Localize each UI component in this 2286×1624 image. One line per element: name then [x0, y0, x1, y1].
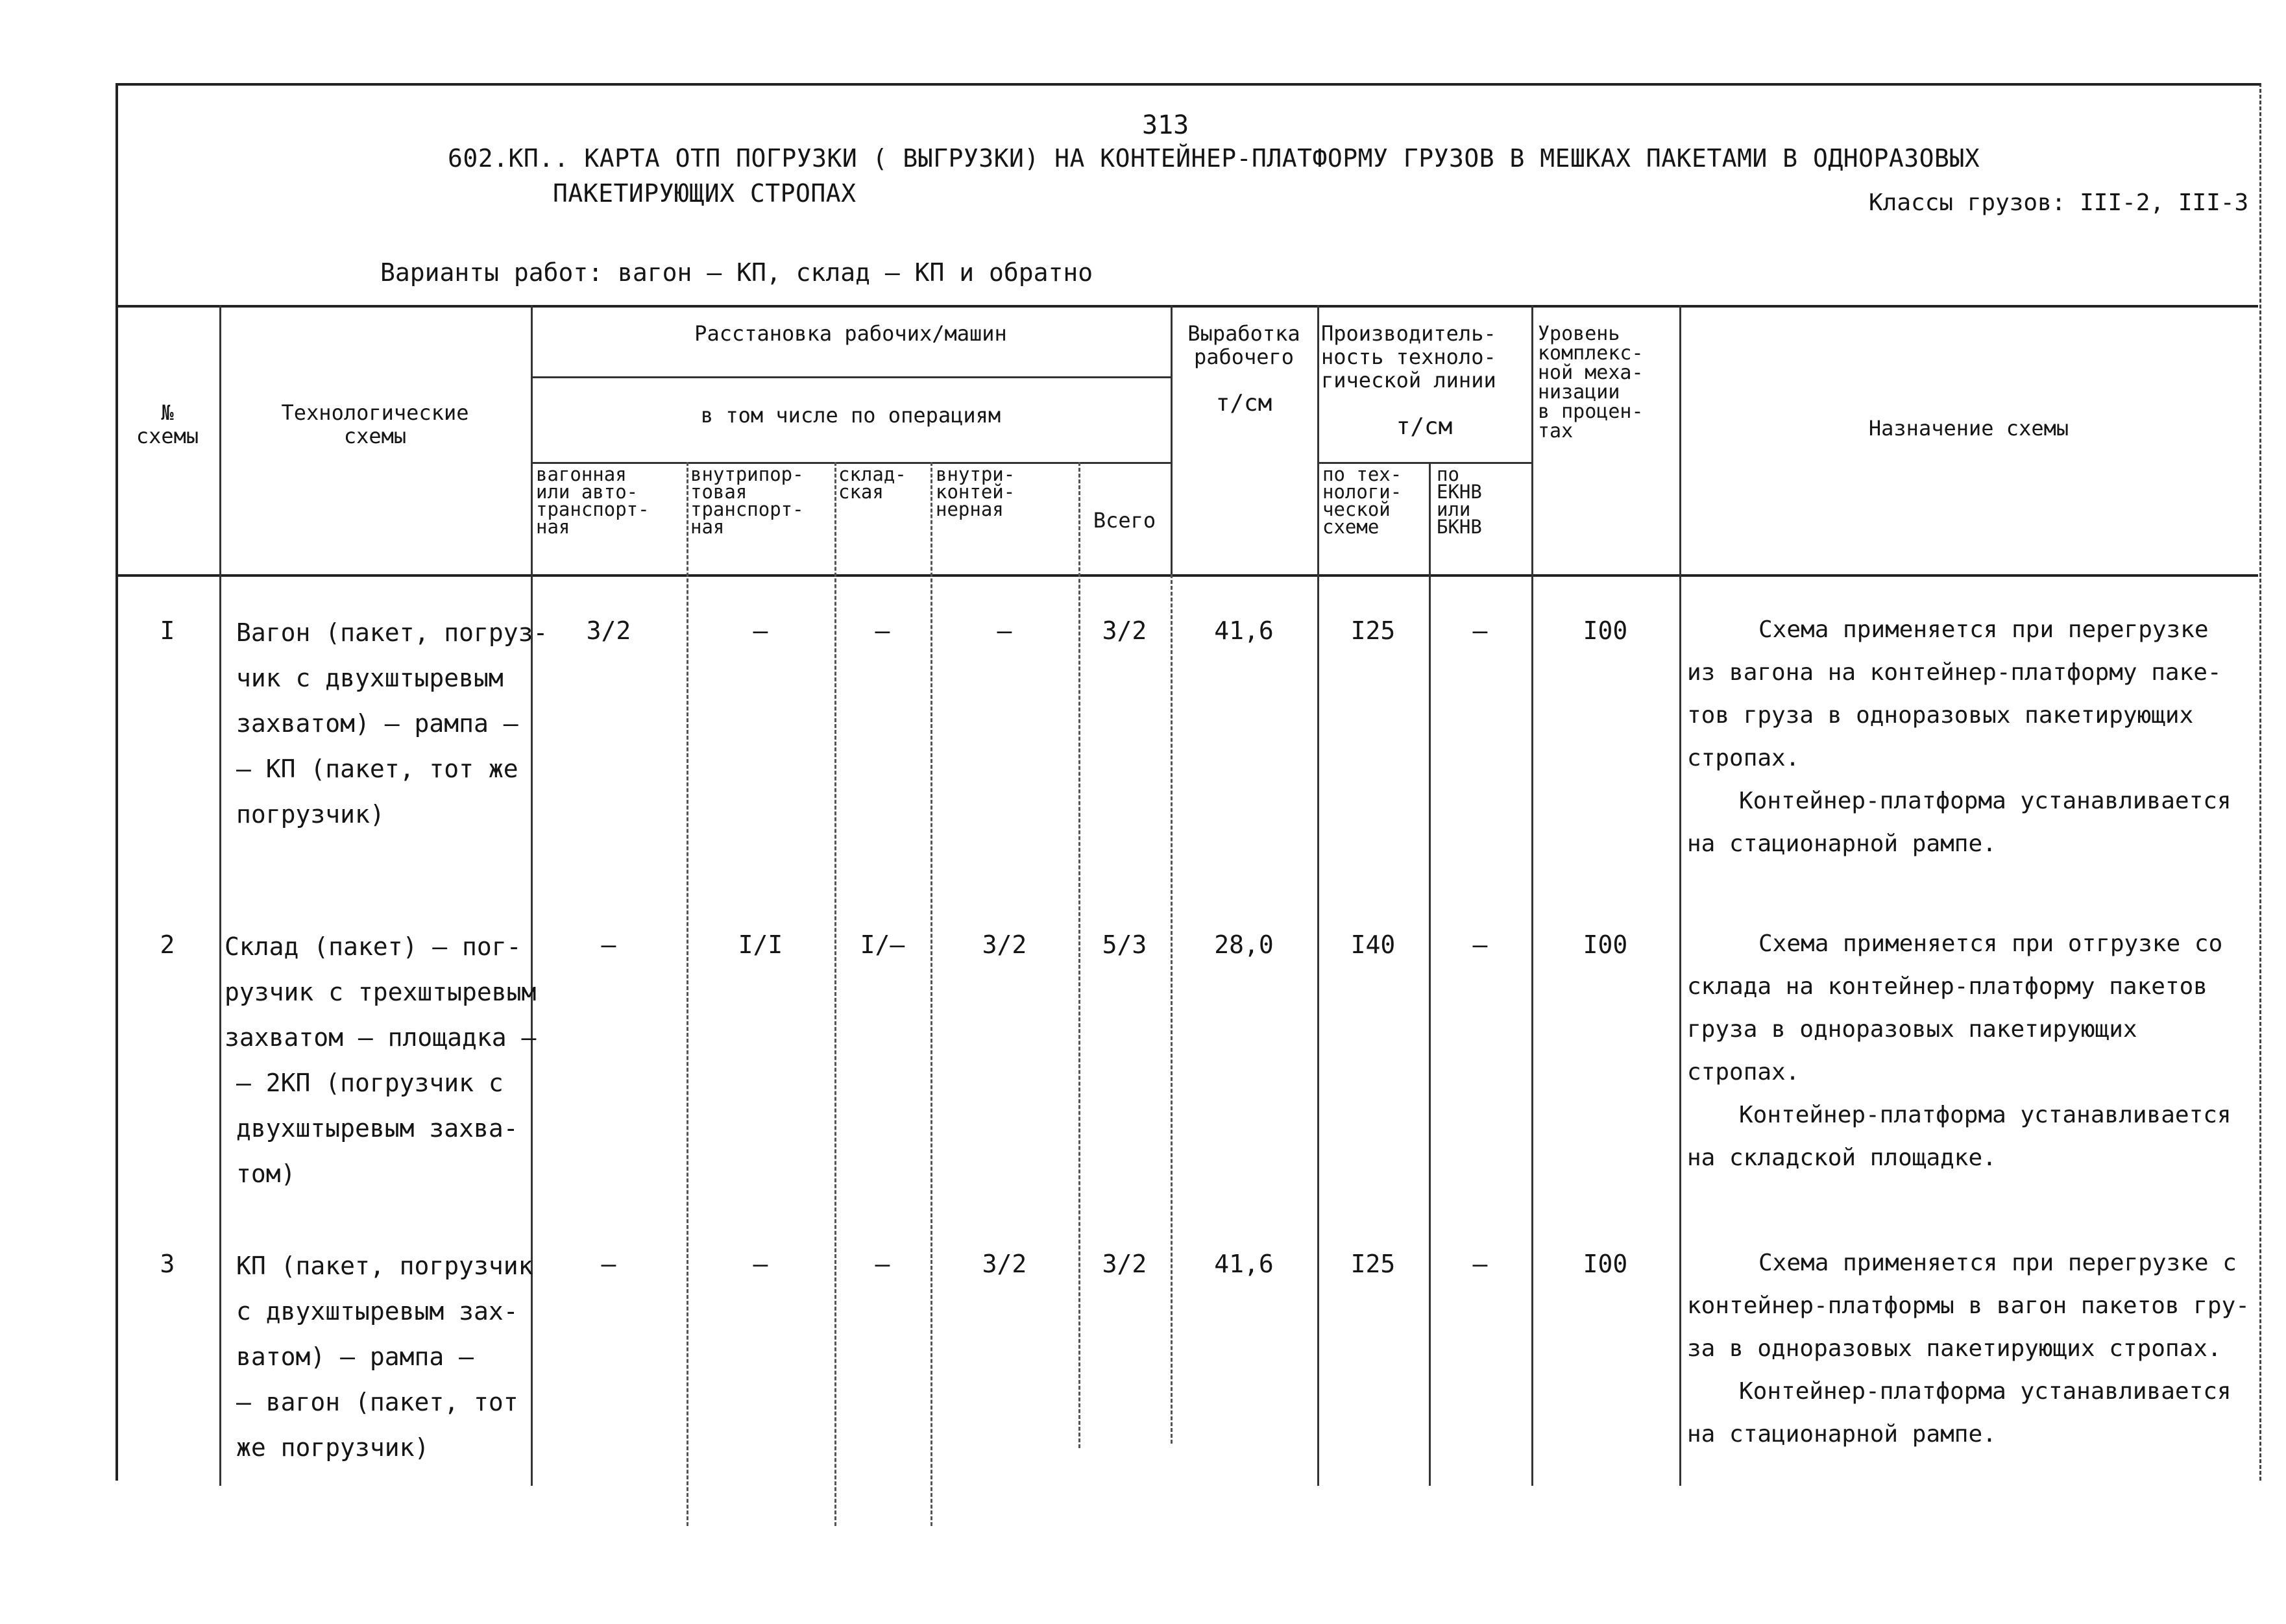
- row-3-intraport: –: [753, 1250, 768, 1278]
- table-top-border: [116, 305, 2258, 308]
- header-mech-level-line-4: низации: [1538, 381, 1620, 404]
- row-3-purpose-line-5: на стационарной рампе.: [1687, 1421, 1997, 1448]
- header-incl-ops: в том числе по операциям: [700, 403, 1001, 428]
- work-variants: Варианты работ: вагон – КП, склад – КП и обратно: [380, 258, 1093, 287]
- row-1-output: 41,6: [1214, 616, 1274, 645]
- row-1-purpose-line-1: Схема применяется при перегрузке: [1758, 616, 2209, 643]
- row-1-intraport: –: [753, 616, 768, 645]
- row-1-scheme-line-5: погрузчик): [236, 800, 385, 829]
- row-3-output: 41,6: [1214, 1250, 1274, 1278]
- header-op-wagon-line-3: транспорт-: [536, 498, 650, 520]
- row-3-purpose-line-2: контейнер-платформы в вагон пакетов гру-: [1687, 1292, 2250, 1319]
- header-prod-by-scheme-line-4: схеме: [1322, 516, 1380, 538]
- header-prod-by-norm-line-4: БКНВ: [1437, 516, 1482, 538]
- row-3-prod-norm: –: [1472, 1250, 1488, 1278]
- row-2-purpose-line-3: груза в одноразовых пакетирующих: [1687, 1016, 2137, 1043]
- header-productivity-unit: т/см: [1396, 413, 1453, 440]
- row-1-total: 3/2: [1102, 616, 1147, 645]
- header-prod-by-norm: [1437, 463, 1482, 538]
- row-2-intracontainer: 3/2: [982, 930, 1027, 959]
- row-2-purpose-line-5: Контейнер-платформа устанавливается: [1739, 1102, 2231, 1128]
- header-op-total: Всего: [1093, 508, 1156, 533]
- row-2-no: 2: [160, 930, 175, 959]
- col-rule-8: [1317, 305, 1319, 1486]
- header-op-wagon-line-1: вагонная: [536, 463, 627, 485]
- row-3-wagon: –: [601, 1250, 616, 1278]
- header-op-intracontainer-line-2: контей-: [936, 481, 1015, 503]
- row-1-no: I: [160, 616, 175, 645]
- header-prod-by-scheme: [1322, 463, 1402, 538]
- header-purpose: Назначение схемы: [1868, 416, 2069, 441]
- row-3-prod-scheme: I25: [1350, 1250, 1396, 1278]
- header-op-intracontainer: [936, 463, 1015, 520]
- row-1-prod-norm: –: [1472, 616, 1488, 645]
- row-1-intracontainer: –: [997, 616, 1012, 645]
- row-2-intraport: I/I: [738, 930, 783, 959]
- row-2-mech: I00: [1583, 930, 1628, 959]
- row-1-purpose-line-5: Контейнер-платформа устанавливается: [1739, 788, 2231, 814]
- title-line-2: ПАКЕТИРУЮЩИХ СТРОПАХ: [553, 179, 857, 208]
- header-scheme-no-line-2: схемы: [136, 424, 199, 448]
- header-op-intraport-line-2: товая: [690, 481, 748, 503]
- header-prod-by-norm-line-3: или: [1437, 498, 1471, 520]
- row-1-scheme-line-2: чик с двухштыревым: [236, 664, 504, 692]
- row-1-mech: I00: [1583, 616, 1628, 645]
- header-productivity: [1321, 322, 1496, 392]
- row-2-purpose-line-1: Схема применяется при отгрузке со: [1758, 930, 2223, 957]
- header-mech-level-line-6: тах: [1538, 420, 1574, 442]
- row-2-purpose-line-4: стропах.: [1687, 1059, 1800, 1085]
- row-2-warehouse: I/–: [860, 930, 905, 959]
- row-2-total: 5/3: [1102, 930, 1147, 959]
- page-number: 313: [1142, 110, 1189, 140]
- header-op-wagon-line-4: ная: [536, 516, 570, 538]
- header-prod-by-norm-line-1: по: [1437, 463, 1459, 485]
- header-prod-by-scheme-line-1: по тех-: [1322, 463, 1402, 485]
- col-rule-11: [1679, 305, 1681, 1486]
- row-3-mech: I00: [1583, 1250, 1628, 1278]
- row-3-no: 3: [160, 1250, 175, 1278]
- header-bottom-border: [116, 574, 2258, 577]
- row-3-purpose-line-4: Контейнер-платформа устанавливается: [1739, 1378, 2231, 1405]
- header-productivity-line-2: ность техноло-: [1321, 345, 1496, 369]
- row-1-purpose: [1687, 609, 2231, 866]
- header-op-intracontainer-line-3: нерная: [936, 498, 1004, 520]
- header-mech-level-line-3: ной меха-: [1538, 361, 1644, 384]
- row-1-purpose-line-3: тов груза в одноразовых пакетирующих: [1687, 702, 2194, 729]
- header-scheme-no: [117, 401, 218, 448]
- col-rule-9: [1429, 462, 1431, 1486]
- header-op-intraport-line-3: транспорт-: [690, 498, 804, 520]
- row-2-scheme: [225, 924, 536, 1196]
- header-productivity-line-3: гической линии: [1321, 368, 1496, 393]
- col-rule-10: [1531, 305, 1533, 1486]
- row-3-warehouse: –: [875, 1250, 890, 1278]
- header-placement: Расстановка рабочих/машин: [694, 321, 1007, 346]
- row-3-scheme-line-3: ватом) – рампа –: [236, 1342, 474, 1371]
- header-op-warehouse: [838, 463, 906, 503]
- row-3-intracontainer: 3/2: [982, 1250, 1027, 1278]
- row-1-scheme: [236, 610, 548, 837]
- header-output-unit: т/см: [1215, 390, 1272, 417]
- header-output-line-1: Выработка: [1187, 321, 1300, 346]
- row-1-scheme-line-4: – КП (пакет, тот же: [236, 755, 518, 783]
- row-3-scheme-line-4: – вагон (пакет, тот: [236, 1388, 518, 1416]
- header-mech-level: [1538, 324, 1644, 441]
- header-rule-placement: [531, 376, 1171, 378]
- row-1-purpose-line-6: на стационарной рампе.: [1687, 830, 1997, 857]
- row-2-scheme-line-3: захватом – площадка –: [225, 1023, 537, 1052]
- col-rule-7b: [1171, 574, 1173, 1444]
- col-rule-1: [219, 305, 221, 1486]
- header-tech-schemes-line-2: схемы: [343, 424, 407, 448]
- header-op-intracontainer-line-1: внутри-: [936, 463, 1015, 485]
- row-1-purpose-line-2: из вагона на контейнер-платформу паке-: [1687, 659, 2222, 686]
- header-op-intraport-line-1: внутрипор-: [690, 463, 804, 485]
- row-2-purpose: [1687, 923, 2231, 1180]
- row-2-prod-scheme: I40: [1350, 930, 1396, 959]
- row-1-prod-scheme: I25: [1350, 616, 1396, 645]
- row-2-purpose-line-6: на складской площадке.: [1687, 1145, 1997, 1171]
- header-productivity-line-1: Производитель-: [1321, 321, 1496, 346]
- row-2-wagon: –: [601, 930, 616, 959]
- row-3-purpose-line-1: Схема применяется при перегрузке с: [1758, 1250, 2237, 1276]
- row-3-scheme-line-1: КП (пакет, погрузчик: [236, 1252, 533, 1280]
- header-mech-level-line-2: комплекс-: [1538, 342, 1644, 365]
- row-1-warehouse: –: [875, 616, 890, 645]
- row-1-purpose-line-4: стропах.: [1687, 745, 1800, 771]
- header-op-intraport-line-4: ная: [690, 516, 725, 538]
- row-2-scheme-line-6: том): [236, 1159, 296, 1188]
- header-op-warehouse-line-1: склад-: [838, 463, 906, 485]
- row-2-scheme-line-2: рузчик с трехштыревым: [225, 978, 537, 1006]
- row-2-scheme-line-1: Склад (пакет) – пог-: [225, 932, 522, 961]
- header-op-wagon-line-2: или авто-: [536, 481, 638, 503]
- header-tech-schemes-line-1: Технологические: [281, 400, 469, 425]
- header-mech-level-line-5: в процен-: [1538, 400, 1644, 423]
- header-output: [1172, 322, 1316, 369]
- row-3-scheme: [236, 1243, 533, 1470]
- row-2-output: 28,0: [1214, 930, 1274, 959]
- row-1-scheme-line-3: захватом) – рампа –: [236, 709, 518, 738]
- row-3-scheme-line-5: же погрузчик): [236, 1433, 430, 1462]
- cargo-classes: Классы грузов: III-2, III-3: [1869, 189, 2249, 216]
- title-line-1: 602.КП.. КАРТА ОТП ПОГРУЗКИ ( ВЫГРУЗКИ) НА КОНТЕЙНЕР-ПЛАТФОРМУ ГРУЗОВ В МЕШКАХ ПАКЕТАМИ В ОДНОРАЗОВЫХ: [448, 144, 1980, 173]
- row-2-prod-norm: –: [1472, 930, 1488, 959]
- row-2-scheme-line-4: – 2КП (погрузчик с: [236, 1069, 504, 1097]
- row-2-purpose-line-2: склада на контейнер-платформу пакетов: [1687, 973, 2207, 1000]
- header-tech-schemes: [221, 401, 529, 448]
- header-prod-by-scheme-line-3: ческой: [1322, 498, 1391, 520]
- row-3-total: 3/2: [1102, 1250, 1147, 1278]
- row-3-purpose: [1687, 1242, 2250, 1456]
- header-scheme-no-line-1: №: [161, 400, 174, 425]
- header-prod-by-scheme-line-2: нологи-: [1322, 481, 1402, 503]
- header-mech-level-line-1: Уровень: [1538, 322, 1620, 345]
- row-1-scheme-line-1: Вагон (пакет, погруз-: [236, 618, 548, 647]
- header-op-wagon: [536, 463, 650, 538]
- header-op-warehouse-line-2: ская: [838, 481, 884, 503]
- row-3-purpose-line-3: за в одноразовых пакетирующих стропах.: [1687, 1335, 2222, 1362]
- row-3-scheme-line-2: с двухштыревым зах-: [236, 1297, 518, 1326]
- row-2-scheme-line-5: двухштыревым захва-: [236, 1114, 518, 1143]
- row-1-wagon: 3/2: [586, 616, 631, 645]
- header-op-intraport: [690, 463, 804, 538]
- header-output-line-2: рабочего: [1193, 345, 1295, 369]
- header-prod-by-norm-line-2: ЕКНВ: [1437, 481, 1482, 503]
